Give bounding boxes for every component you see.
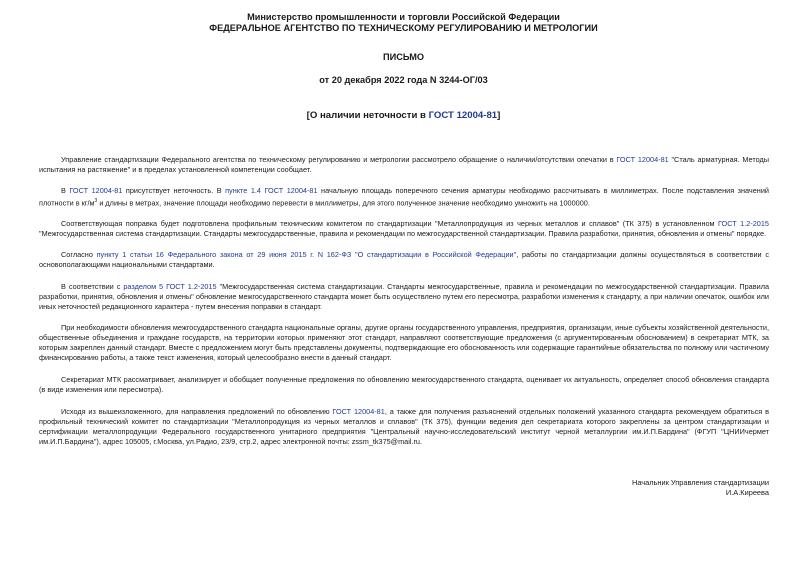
- paragraph-2: В ГОСТ 12004-81 присутствует неточность. В пункте 1.4 ГОСТ 12004-81 начальную площадь поперечного сечения арматуры необходимо рассчитывать в миллиметрах. После подставления значений плотности в $кг/м^3$ и длины в метрах, значение площади необходимо перевести в миллиметры, для этого полученное значение необходимо умножить на 1000000.: [39, 186, 769, 208]
- paragraph-4: Согласно пункту 1 статьи 16 Федерального закона от 29 июня 2015 г. N 162-ФЗ "О стандартизации в Российской Федерации", работы по стандартизации должны осуществляться в соответствии с основополагающими национальными стандартами.: [39, 250, 769, 269]
- document-subject: [О наличии неточности в ГОСТ 12004-81]: [306, 110, 501, 121]
- gost-12004-81-link[interactable]: ГОСТ 12004-81: [69, 186, 123, 195]
- paragraph-6: При необходимости обновления межгосударственного стандарта национальные органы, другие органы государственного управления, предприятия, организации, иные субъекты хозяйственной деятельности, общественные объединения и граждане государств, на территории которых применяют этот стандарт, направляют соответствующие предложения (с аргументированным обоснованием) в секретариат МТК, за которым закреплен данный стандарт. Вместе с предложением могут быть представлены документы, подтверждающие его обоснованность или содержащие гарантийные обязательства по полному или частичному финансированию работы, а также текст изменения, который целесообразно внести в данный стандарт.: [39, 323, 769, 362]
- signer-position: Начальник Управления стандартизации: [632, 478, 769, 487]
- paragraph-7: Секретариат МТК рассматривает, анализирует и обобщает полученные предложения по обновлению межгосударственного стандарта, оценивает их актуальность, определяет способ обновления стандарта (в виде изменения или пересмотра).: [39, 375, 769, 394]
- document-date: от 20 декабря 2022 года N 3244-ОГ/03: [319, 75, 488, 85]
- paragraph-8: Исходя из вышеизложенного, для направления предложений по обновлению ГОСТ 12004-81, а также для получения разъяснений отдельных положений указанного стандарта рекомендуем обратиться в профильный технический комитет по стандартизации "Металлопродукция из черных металлов и сплавов" (ТК 375), функции ведения дел секретариата которого закреплены за центром стандартизации и сертификации металлопродукции Федерального государственного унитарного предприятия "Центральный научно-исследовательский институт черной металлургии им.И.П.Бардина" (ФГУП "ЦНИИчермет им.И.П.Бардина"), адрес 105005, г.Москва, ул.Радио, 23/9, стр.2, адрес электронной почты: zssm_tk375@mail.ru.: [39, 407, 769, 446]
- gost-12004-81-link[interactable]: ГОСТ 12004-81: [616, 155, 669, 164]
- paragraph-1: Управление стандартизации Федерального агентства по техническому регулированию и метрологии рассмотрело обращение о наличии/отсутствии опечатки в ГОСТ 12004-81 "Сталь арматурная. Методы испытания на растяжение" и в пределах установленной компетенции сообщает.: [39, 155, 770, 174]
- agency-name: ФЕДЕРАЛЬНОЕ АГЕНТСТВО ПО ТЕХНИЧЕСКОМУ РЕГУЛИРОВАНИЮ И МЕТРОЛОГИИ: [209, 23, 598, 33]
- clause-1-4-link[interactable]: пункте 1.4 ГОСТ 12004-81: [225, 186, 318, 195]
- gost-12004-81-link[interactable]: ГОСТ 12004-81: [428, 110, 498, 121]
- signer-name: И.А.Киреева: [725, 488, 769, 497]
- paragraph-3: Соответствующая поправка будет подготовлена профильным техническим комитетом по стандартизации "Металлопродукция из черных металлов и сплавов" (ТК 375) в установленном ГОСТ 1.2-2015 "Межгосударственная система стандартизации. Стандарты межгосударственные, правила и рекомендации по межгосударственной стандартизации. Правила разработки, принятия, обновления и отмены" порядке.: [39, 219, 769, 238]
- gost-1-2-2015-link[interactable]: ГОСТ 1.2-2015: [718, 219, 769, 228]
- federal-law-162-link[interactable]: пункту 1 статьи 16 Федерального закона от 29 июня 2015 г. N 162-ФЗ "О стандартизации в Российской Федерации": [96, 250, 517, 259]
- document-type: ПИСЬМО: [382, 52, 425, 62]
- paragraph-5: В соответствии с разделом 5 ГОСТ 1.2-2015 "Межгосударственная система стандартизации. Стандарты межгосударственные, правила и рекомендации по межгосударственной стандартизации. Правила разработки, принятия, обновления и отмены" обновление межгосударственного стандарта может быть осуществлено путем его пересмотра, разработки изменения к стандарту, а при наличии опечаток, ошибок или иных неточностей редакционного характера - путем внесения поправки в стандарт.: [39, 282, 770, 311]
- gost-12004-81-link[interactable]: ГОСТ 12004-81: [332, 407, 385, 416]
- section-5-gost-1-2-2015-link[interactable]: разделом 5 ГОСТ 1.2-2015: [123, 282, 217, 291]
- ministry-name: Министерство промышленности и торговли Российской Федерации: [247, 12, 560, 22]
